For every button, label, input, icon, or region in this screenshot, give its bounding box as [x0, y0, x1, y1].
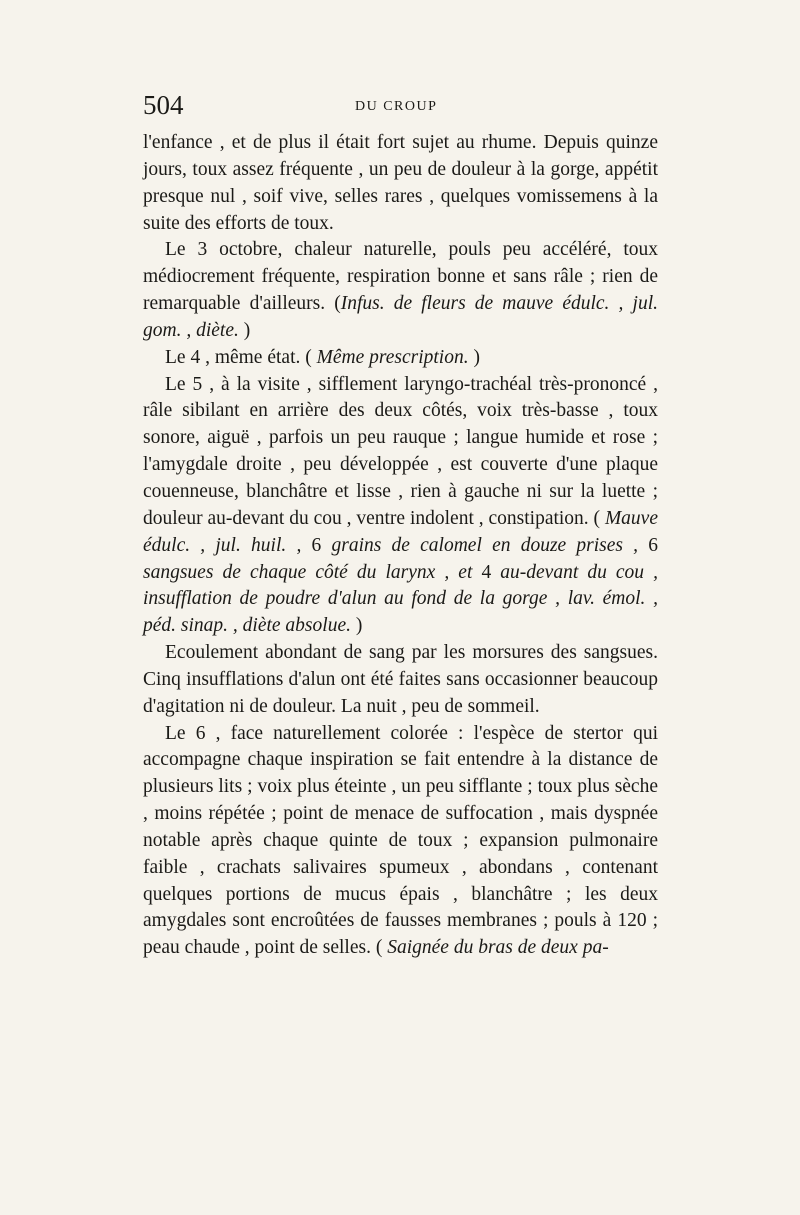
paragraph — [143, 237, 658, 344]
text-run: Le 4 , même état. ( — [165, 346, 317, 368]
page-header — [143, 90, 658, 126]
italic-text: Saignée du bras de deux pa- — [387, 937, 609, 959]
italic-text: Mauve édulc. , jul. huil. , — [143, 507, 658, 556]
text-run: Le 3 octobre, chaleur naturelle, pouls peu accéléré, toux médiocrement fréquente, respiration bonne et sans râle ; rien de remarquable d'ailleurs. ( — [143, 239, 658, 315]
text-run: Le 6 , face naturellement colorée : l'espèce de stertor qui accompagne chaque inspiration se fait entendre à la distance de plusieurs lits ; voix plus éteinte , un peu sifflante ; toux plus sèche , moins répétée ; point de menace de suffocation , mais dyspnée notable après chaque quinte de toux ; expansion pulmonaire faible , crachats salivaires spumeux , abondans , contenant quelques portions de mucus épais , blanchâtre ; les deux amygdales sont encroûtées de fausses membranes ; pouls à 120 ; peau chaude , point de selles. ( — [143, 722, 658, 959]
page-number: 504 — [143, 90, 184, 120]
body-text — [143, 130, 658, 962]
text-run: 6 — [311, 534, 332, 556]
running-head: DU CROUP — [355, 99, 438, 114]
italic-text: grains de calomel en douze prises , — [331, 534, 649, 556]
text-run: Le 5 , à la visite , sifflement laryngo-trachéal très-prononcé , râle sibilant en arrière des deux côtés, voix très-basse , toux sonore, aiguë , parfois un peu rauque ; langue humide et rose ; l'amygdale droite , peu développée , est couverte d'une plaque couenneuse, blanchâtre et lisse , rien à gauche ni sur la luette ; douleur au-devant du cou , ventre indolent , constipation. ( — [143, 373, 658, 529]
italic-text: Infus. de fleurs de mauve édulc. , jul. gom. , diète. — [143, 293, 658, 341]
italic-text: au-devant du cou , insufflation de poudre d'alun au fond de la gorge , lav. émol. , péd. sinap. , diète absolue. — [143, 561, 658, 637]
text-run: ) — [238, 319, 251, 341]
paragraph — [143, 130, 658, 237]
text-run: l'enfance , et de plus il était fort sujet au rhume. Depuis quinze jours, toux assez fréquente , un peu de douleur à la gorge, appétit presque nul , soif vive, selles rares , quelques vomissemens à la suite des efforts de toux. — [143, 132, 658, 234]
paragraph — [143, 640, 658, 721]
italic-text: Même prescription. — [316, 346, 469, 368]
italic-text: sangsues de chaque côté du larynx , et — [143, 561, 482, 583]
text-run: 6 — [648, 534, 659, 556]
paragraph — [143, 372, 658, 640]
paragraph — [143, 721, 658, 963]
text-run: Ecoulement abondant de sang par les morsures des sangsues. Cinq insufflations d'alun ont été faites sans occasionner beaucoup d'agitation ni de douleur. La nuit , peu de sommeil. — [143, 642, 658, 717]
paragraph — [143, 345, 658, 372]
text-run: 4 — [481, 561, 501, 583]
text-run: ) — [468, 346, 480, 368]
text-run: ) — [350, 615, 363, 637]
